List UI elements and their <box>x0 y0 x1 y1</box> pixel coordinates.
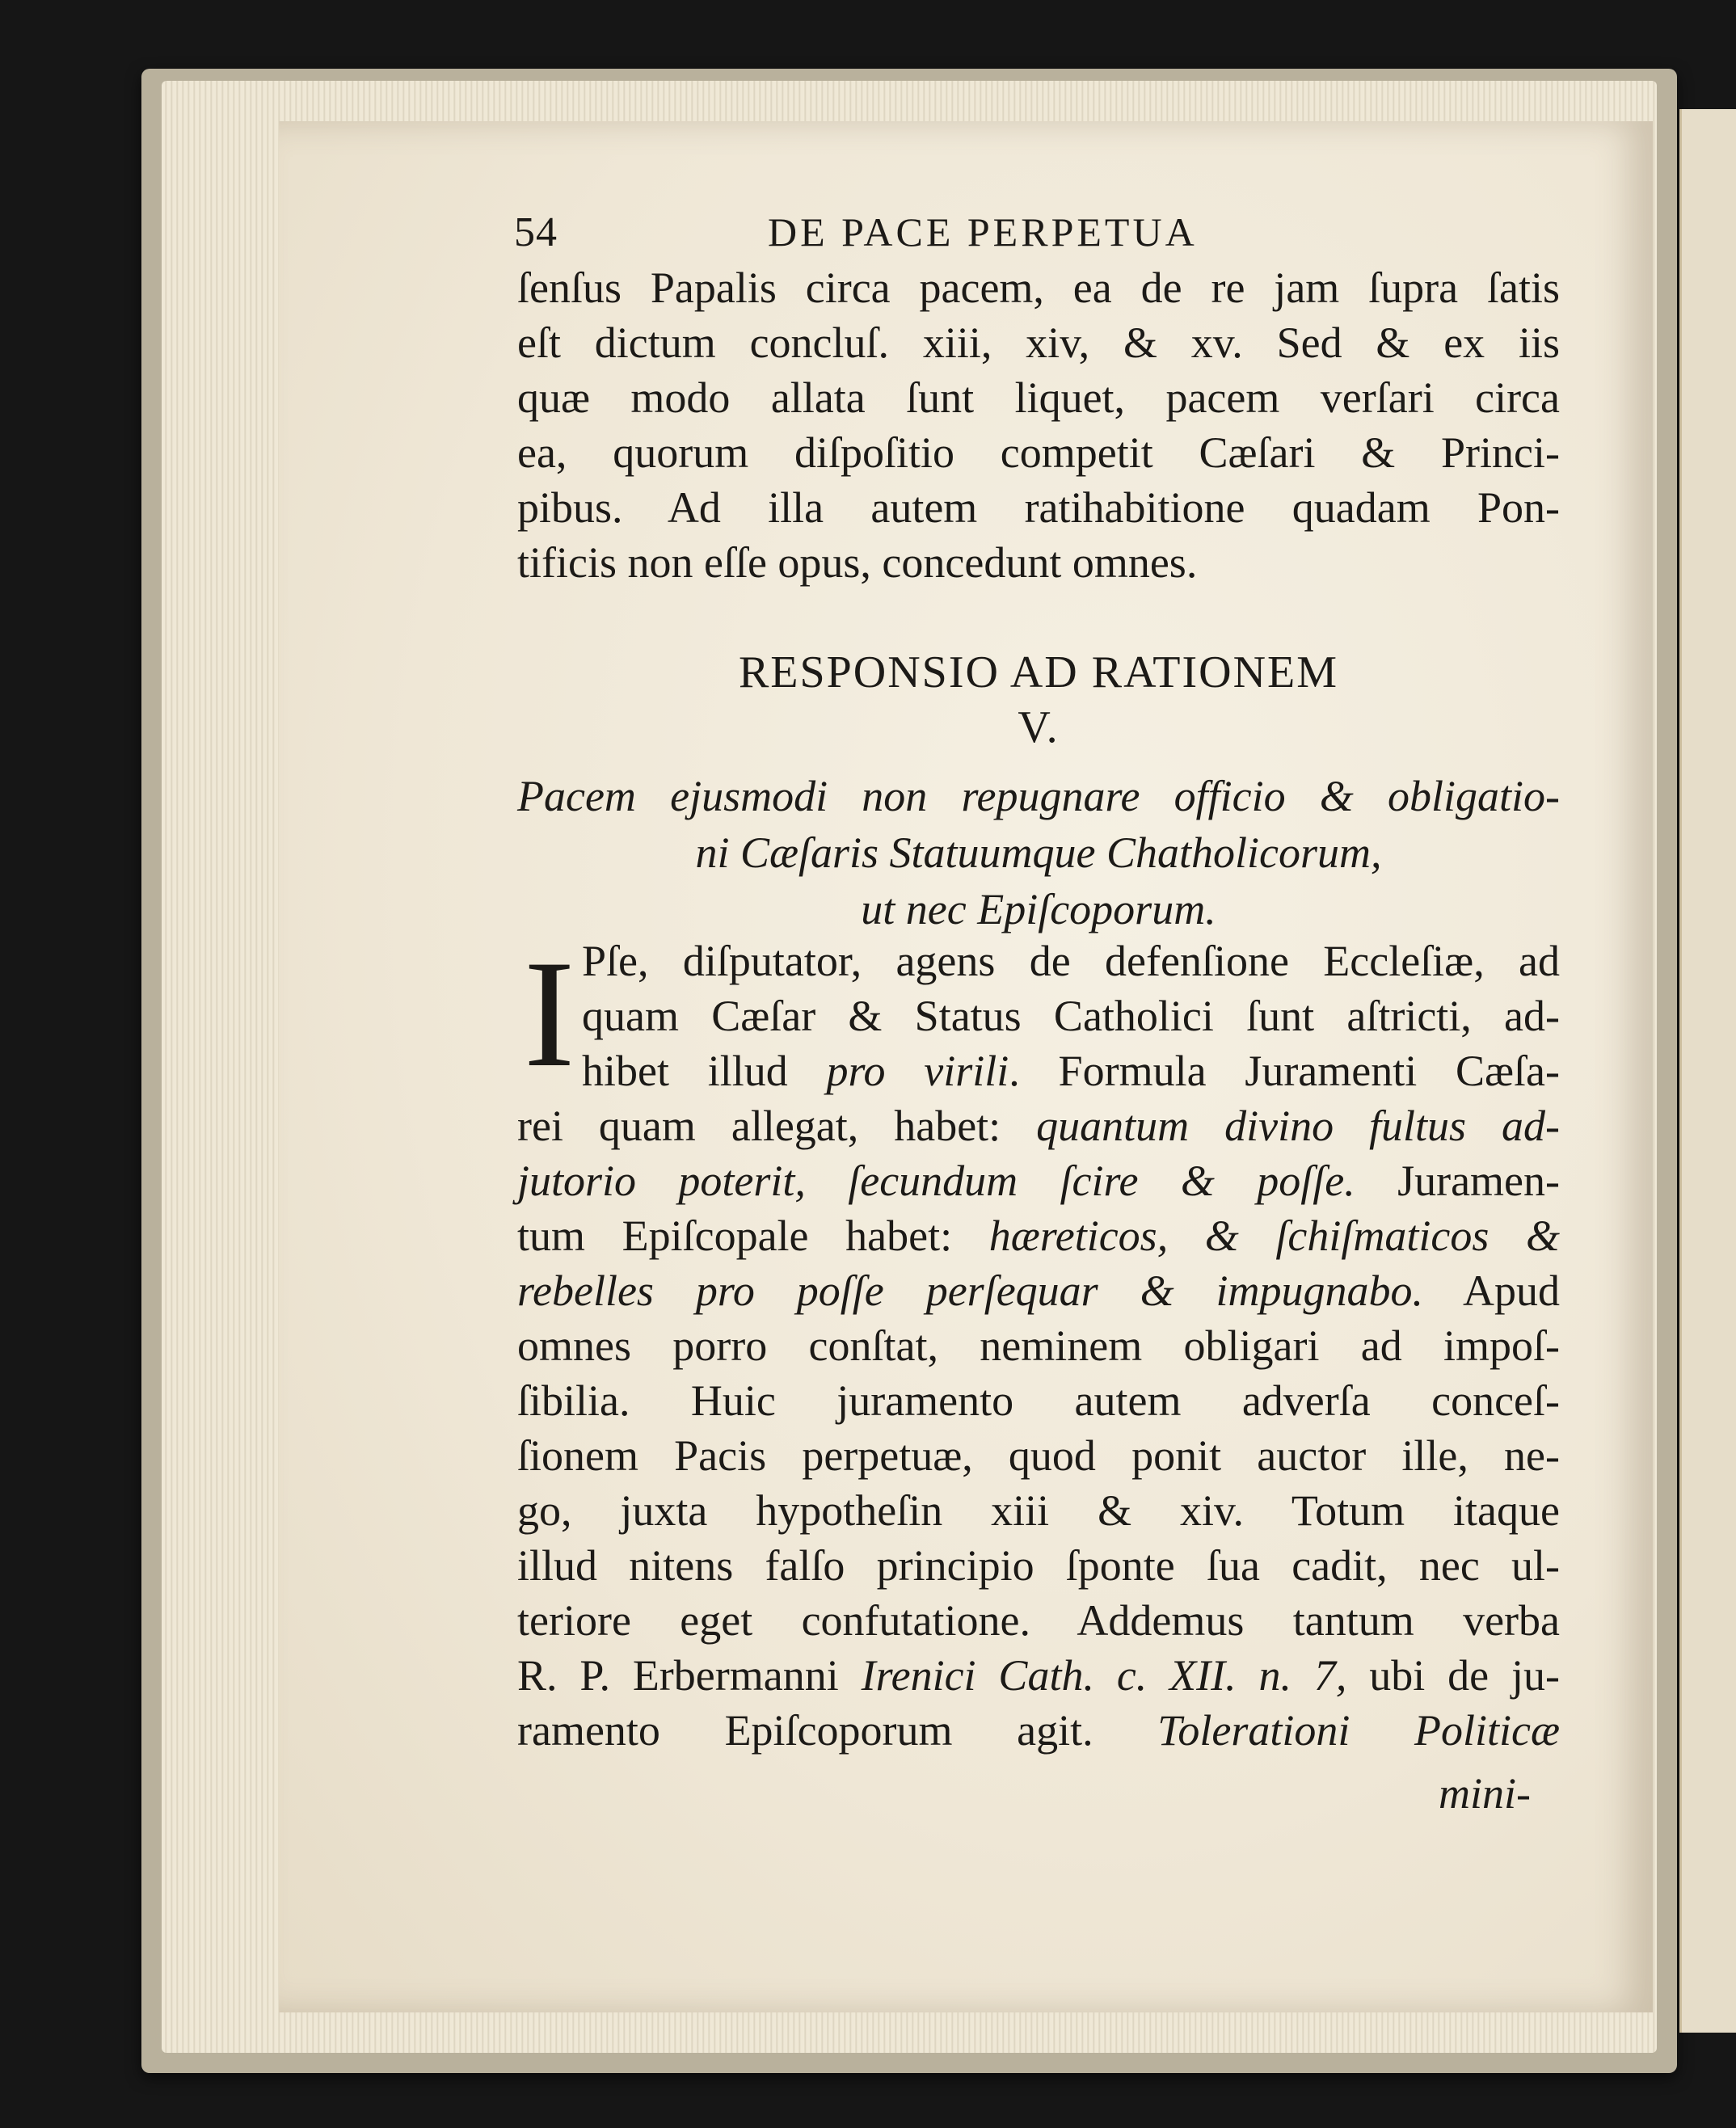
paragraph-2 <box>517 929 1561 1758</box>
text-line: ſionem Pacis perpetuæ, quod ponit auctor ille, ne- <box>517 1431 1560 1480</box>
italic-run: quantum divino fultus ad- <box>1036 1102 1561 1150</box>
text-line <box>517 1043 1560 1098</box>
italic-run: Tolerationi Politicæ <box>1157 1706 1560 1755</box>
section-heading: RESPONSIO AD RATIONEM <box>738 647 1339 697</box>
text-line: illud nitens falſo principio ſponte ſua cadit, nec ul- <box>517 1541 1560 1590</box>
text-line <box>517 1098 1560 1153</box>
page-number: 54 <box>514 209 558 255</box>
text-run: ramento Epiſcoporum agit. <box>517 1706 1158 1755</box>
text-run: Juramen- <box>1355 1157 1560 1205</box>
drop-cap: I <box>524 929 575 1099</box>
running-head: DE PACE PERPETUA <box>768 209 1198 255</box>
text-run: . Formula Juramenti Cæſa- <box>1009 1047 1561 1095</box>
text-line <box>517 1703 1560 1758</box>
text-run: rei quam allegat, habet: <box>517 1102 1037 1150</box>
text-line: teriore eget confutatione. Addemus tantum verba <box>517 1596 1560 1645</box>
catchword: mini- <box>1439 1769 1531 1818</box>
text-run: Apud <box>1423 1266 1560 1315</box>
italic-run: hæreticos, & ſchiſmaticos & <box>988 1211 1560 1260</box>
text-run: ubi de ju- <box>1346 1651 1560 1700</box>
text-line: ſibilia. Huic juramento autem adverſa conceſ- <box>517 1376 1560 1425</box>
text-run: tum Epiſcopale habet: <box>517 1211 989 1260</box>
text-line: omnes porro conſtat, neminem obligari ad impoſ- <box>517 1321 1560 1370</box>
text-run: hibet illud <box>582 1047 827 1095</box>
subheading-line: ni Cæſaris Statuumque Chatholicorum, <box>695 828 1382 877</box>
text-line: Pſe, diſputator, agens de defenſione Eccleſiæ, ad <box>582 937 1560 985</box>
text-line: ſenſus Papalis circa pacem, ea de re jam ſupra ſatis <box>517 263 1560 312</box>
text-line <box>517 1648 1560 1703</box>
text-line: quam Cæſar & Status Catholici ſunt aſtricti, ad- <box>582 992 1560 1040</box>
text-line: go, juxta hypotheſin xiii & xiv. Totum itaque <box>517 1486 1560 1535</box>
subheading-line: Pacem ejusmodi non repugnare officio & obligatio- <box>517 772 1560 820</box>
text-line: ea, quorum diſpoſitio competit Cæſari & Princi- <box>517 428 1560 477</box>
text-run: R. P. Erbermanni <box>517 1651 862 1700</box>
italic-run: Irenici Cath. c. XII. n. 7, <box>861 1651 1347 1700</box>
text-line: quæ modo allata ſunt liquet, pacem verſari circa <box>517 373 1560 422</box>
section-subheading <box>517 768 1560 938</box>
italic-run: rebelles pro poſſe perſequar & impugnabo. <box>517 1266 1424 1315</box>
subheading-line: ut nec Epiſcoporum. <box>861 885 1216 933</box>
facing-page-edge <box>1679 109 1736 2033</box>
text-line <box>517 1153 1560 1208</box>
italic-run: pro virili <box>826 1047 1009 1095</box>
text-line: eſt dictum concluſ. xiii, xiv, & xv. Sed & ex iis <box>517 318 1560 367</box>
text-line <box>517 1263 1560 1318</box>
paragraph-1 <box>517 260 1560 590</box>
text-line: pibus. Ad illa autem ratihabitione quadam Pon- <box>517 483 1560 532</box>
text-line: tificis non eſſe opus, concedunt omnes. <box>517 538 1198 587</box>
italic-run: jutorio poterit, ſecundum ſcire & poſſe. <box>517 1157 1355 1205</box>
section-number: V. <box>1018 702 1060 752</box>
text-line <box>517 1208 1560 1263</box>
